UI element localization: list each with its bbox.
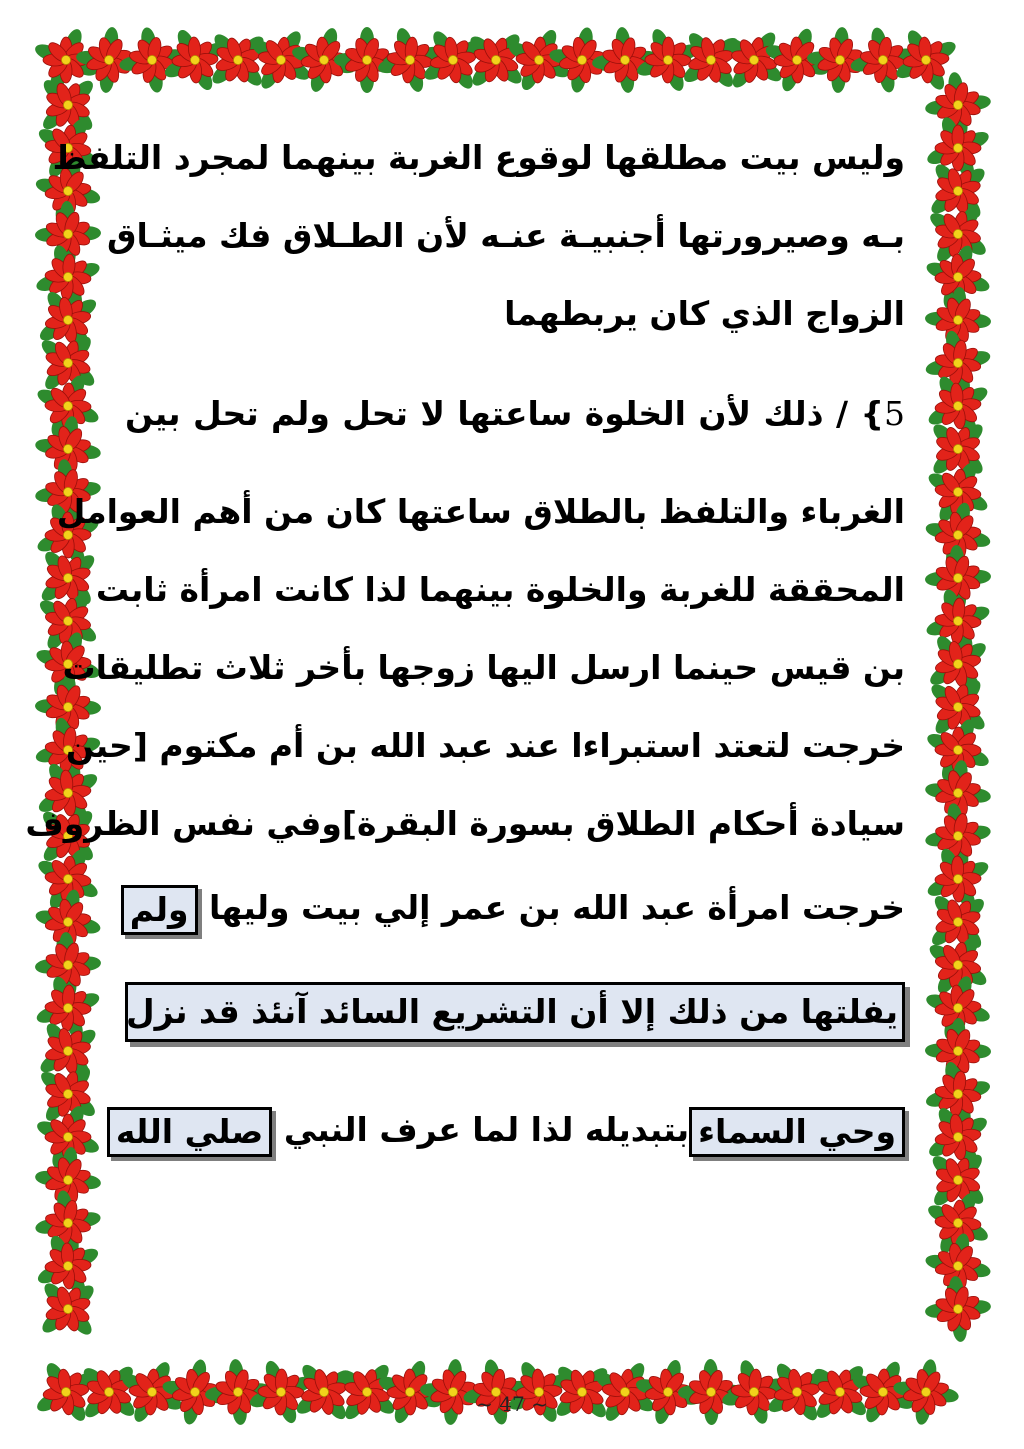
- text-line-5: الغرباء والتلفظ بالطلاق ساعتها كان من أهم العوامل: [56, 492, 905, 531]
- text-line-10: [125, 878, 905, 938]
- text-line-4: [125, 384, 905, 444]
- text-line-10-body: خرجت امرأة عبد الله بن عمر إلي بيت وليها: [209, 888, 905, 927]
- page-number: ~ 47 ~: [476, 1392, 548, 1416]
- document-body: [25, 118, 905, 1358]
- text-line-7: بن قيس حينما ارسل اليها زوجها بأخر ثلاث تطليقات: [62, 648, 905, 687]
- text-line-12: [115, 1100, 905, 1160]
- boxed-phrase-wahy-al-samaa: وحي السماء: [689, 1107, 905, 1157]
- text-line-8: خرجت لتعتد استبراءا عند عبد الله بن أم مكتوم [حين: [65, 726, 905, 765]
- boxed-word-walam: ولم: [121, 885, 198, 935]
- text-line-12-body: بتبديله لذا لما عرف النبي: [283, 1110, 690, 1149]
- text-line-6: المحققة للغربة والخلوة بينهما لذا كانت امرأة ثابت: [95, 570, 905, 609]
- text-line-1: وليس بيت مطلقها لوقوع الغربة بينهما لمجرد التلفظ: [52, 138, 905, 177]
- text-line-2: بـه وصيرورتها أجنبيـة عنـه لأن الطـلاق فك ميثـاق: [107, 216, 905, 255]
- text-line-4-body: ذلك لأن الخلوة ساعتها لا تحل ولم تحل بين: [125, 394, 824, 433]
- boxed-phrase-salli-allah: صلي الله: [107, 1107, 272, 1157]
- poinsettia-flower-icon: [913, 1264, 1002, 1353]
- item-number: 5: [883, 394, 905, 433]
- text-line-3: الزواج الذي كان يربطهما: [504, 294, 905, 333]
- item-marker: } /: [836, 394, 884, 433]
- text-line-9: سيادة أحكام الطلاق بسورة البقرة]وفي نفس الظروف: [25, 804, 905, 843]
- boxed-line-11: يفلتها من ذلك إلا أن التشريع السائد آنئذ قد نزل: [125, 982, 905, 1042]
